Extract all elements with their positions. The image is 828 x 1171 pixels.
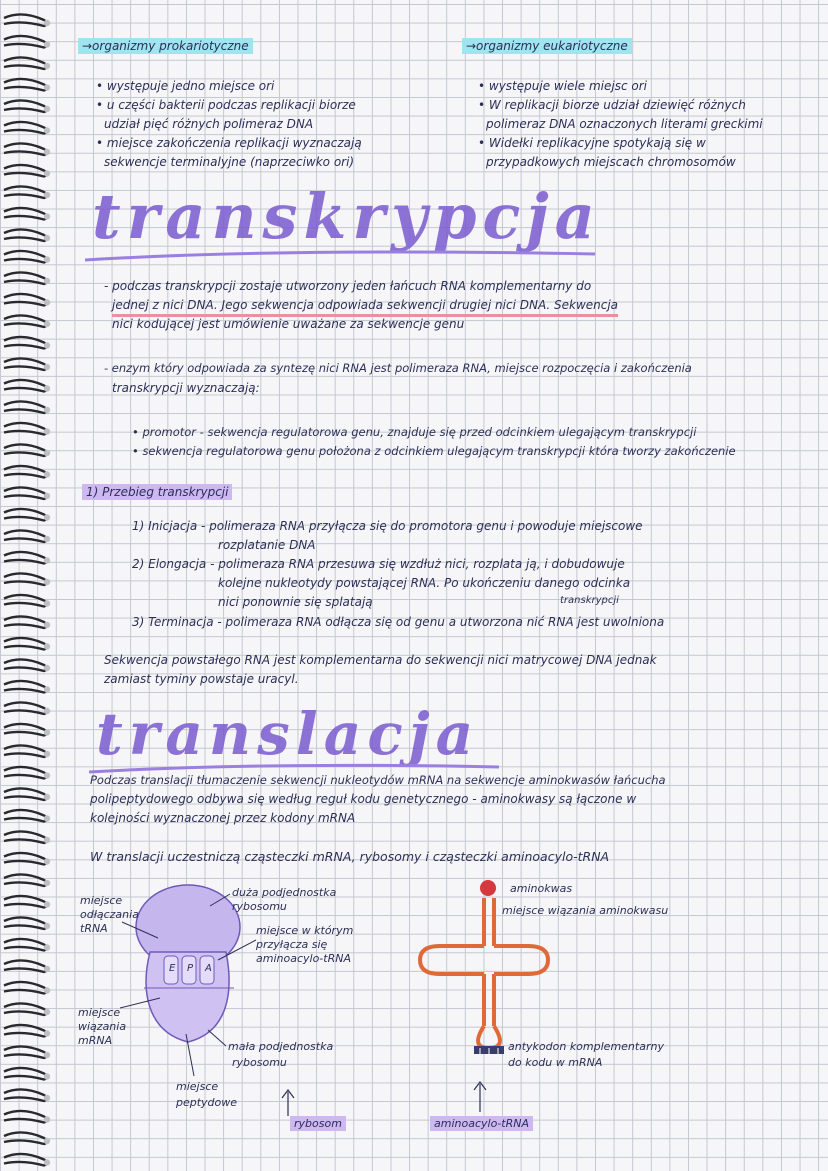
site-a: A — [205, 963, 212, 974]
translation-text-1b: polipeptydowego odbywa się według reguł kodu genetycznego - aminokwasy są łączone w — [90, 792, 637, 806]
spiral-hole — [44, 450, 50, 456]
transcription-text-3a: Sekwencja powstałego RNA jest komplementarna do sekwencji nici matrycowej DNA jednak — [104, 653, 657, 667]
label-peptidyl-site-2: peptydowe — [176, 1096, 238, 1109]
spiral-ring — [4, 1111, 47, 1123]
spiral-ring — [4, 208, 47, 220]
spiral-ring — [4, 1132, 47, 1144]
spiral-ring — [4, 702, 47, 714]
spiral-hole — [44, 665, 50, 671]
spiral-hole — [44, 235, 50, 241]
bullet-terminator: • sekwencja regulatorowa genu położona z odcinkiem ulegającym transkrypcji która tworzy zakończenie — [132, 444, 736, 458]
spiral-ring — [4, 186, 47, 198]
spiral-hole — [44, 1138, 50, 1144]
spiral-hole — [44, 772, 50, 778]
spiral-ring — [4, 229, 47, 241]
spiral-hole — [44, 536, 50, 542]
prokaryotes-heading: →organizmy prokariotyczne — [78, 38, 253, 54]
spiral-hole — [44, 1009, 50, 1015]
spiral-ring — [4, 982, 47, 994]
spiral-ring — [4, 638, 47, 650]
spiral-ring — [4, 616, 47, 628]
spiral-hole — [44, 579, 50, 585]
bullet-promotor: • promotor - sekwencja regulatorowa genu, znajduje się przed odcinkiem ulegającym transkrypcji — [132, 425, 697, 439]
spiral-ring — [4, 251, 47, 263]
spiral-hole — [44, 63, 50, 69]
spiral-hole — [44, 127, 50, 133]
spiral-hole — [44, 299, 50, 305]
spiral-ring — [4, 1068, 47, 1080]
step-elongation-b: kolejne nukleotydy powstającej RNA. Po ukończeniu danego odcinka — [218, 576, 631, 590]
step-initiation-a: 1) Inicjacja - polimeraza RNA przyłącza się do promotora genu i powoduje miejscowe — [132, 519, 643, 533]
spiral-hole — [44, 106, 50, 112]
spiral-hole — [44, 901, 50, 907]
spiral-ring — [4, 487, 47, 499]
label-trna-exit-site-1: miejsce — [80, 894, 123, 907]
spiral-ring — [4, 767, 47, 779]
spiral-hole — [44, 729, 50, 735]
translation-text-2: W translacji uczestniczą cząsteczki mRNA, rybosomy i cząsteczki aminoacylo-tRNA — [90, 849, 610, 864]
eukaryotes-point-2a: • W replikacji biorze udział dziewięć różnych — [478, 98, 746, 112]
label-aminoacyl-site-3: aminoacylo-tRNA — [256, 952, 351, 965]
spiral-ring — [4, 745, 47, 757]
spiral-hole — [44, 794, 50, 800]
label-anticodon-1: antykodon komplementarny — [508, 1040, 664, 1053]
spiral-ring — [4, 831, 47, 843]
spiral-ring — [4, 466, 47, 478]
spiral-hole — [44, 321, 50, 327]
spiral-ring — [4, 810, 47, 822]
transcription-text-3b: zamiast tyminy powstaje uracyl. — [104, 672, 299, 686]
ribosome-caption: rybosom — [290, 1116, 346, 1131]
spiral-ring — [4, 79, 47, 91]
trna-caption-arrow — [470, 1064, 510, 1114]
spiral-hole — [44, 149, 50, 155]
spiral-hole — [44, 1159, 50, 1165]
spiral-ring — [4, 917, 47, 929]
label-mrna-site-2: wiązania — [78, 1020, 127, 1033]
spiral-ring — [4, 315, 47, 327]
label-mrna-site-3: mRNA — [78, 1034, 113, 1047]
transcription-text-1b: jednej z nici DNA. Jego sekwencja odpowiada sekwencji drugiej nici DNA. Sekwencja — [112, 297, 618, 317]
spiral-ring — [4, 57, 47, 69]
spiral-hole — [44, 471, 50, 477]
label-anticodon-2: do kodu w mRNA — [508, 1056, 603, 1069]
spiral-hole — [44, 686, 50, 692]
spiral-ring — [4, 272, 47, 284]
spiral-ring — [4, 874, 47, 886]
spiral-ring — [4, 573, 47, 585]
spiral-hole — [44, 342, 50, 348]
eukaryotes-point-1: • występuje wiele miejsc ori — [478, 79, 647, 93]
spiral-binding — [0, 0, 60, 1171]
label-trna-exit-site-3: tRNA — [80, 922, 108, 935]
spiral-ring — [4, 358, 47, 370]
title-underline-swash — [80, 246, 600, 266]
site-e: E — [169, 963, 176, 974]
spiral-ring — [4, 165, 47, 177]
spiral-ring — [4, 36, 47, 48]
spiral-ring — [4, 530, 47, 542]
label-aminoacyl-site-1: miejsce w którym — [256, 924, 354, 937]
transcription-title: transkrypcja — [92, 180, 601, 253]
label-mrna-site-1: miejsce — [78, 1006, 121, 1019]
spiral-hole — [44, 407, 50, 413]
step-elongation-a: 2) Elongacja - polimeraza RNA przesuwa się wzdłuż nici, rozplata ją, i dobudowuje — [132, 557, 625, 571]
spiral-hole — [44, 858, 50, 864]
spiral-ring — [4, 853, 47, 865]
spiral-hole — [44, 944, 50, 950]
spiral-ring — [4, 423, 47, 435]
spiral-ring — [4, 896, 47, 908]
label-small-subunit-1: mała podjednostka — [228, 1040, 334, 1053]
label-peptidyl-site-1: miejsce — [176, 1080, 219, 1093]
spiral-hole — [44, 622, 50, 628]
spiral-ring — [4, 401, 47, 413]
step-initiation-b: rozplatanie DNA — [218, 538, 316, 552]
spiral-hole — [44, 987, 50, 993]
label-aminoacyl-site-2: przyłącza się — [256, 938, 328, 951]
spiral-ring — [4, 100, 47, 112]
spiral-hole — [44, 837, 50, 843]
spiral-ring — [4, 294, 47, 306]
spiral-hole — [44, 428, 50, 434]
prokaryotes-point-3b: sekwencje terminalyjne (naprzeciwko ori) — [104, 155, 355, 169]
course-heading: 1) Przebieg transkrypcji — [82, 484, 232, 500]
spiral-hole — [44, 41, 50, 47]
label-trna-exit-site-2: odłączania — [80, 908, 139, 921]
spiral-ring — [4, 960, 47, 972]
spiral-ring — [4, 788, 47, 800]
spiral-ring — [4, 380, 47, 392]
spiral-ring — [4, 681, 47, 693]
spiral-hole — [44, 213, 50, 219]
prokaryotes-point-2b: udział pięć różnych polimeraz DNA — [104, 117, 314, 131]
spiral-hole — [44, 923, 50, 929]
spiral-hole — [44, 1073, 50, 1079]
transcription-text-1a: - podczas transkrypcji zostaje utworzony jeden łańcuch RNA komplementarny do — [104, 279, 592, 293]
translation-title: translacja — [96, 700, 480, 768]
transcription-text-2a: - enzym który odpowiada za syntezę nici RNA jest polimeraza RNA, miejsce rozpoczęcia i zakończenia — [104, 361, 692, 375]
spiral-hole — [44, 20, 50, 26]
eukaryotes-point-3a: • Widełki replikacyjne spotykają się w — [478, 136, 706, 150]
ribosome-leader-lines — [60, 880, 380, 1120]
spiral-hole — [44, 514, 50, 520]
translation-text-1c: kolejności wyznaczonej przez kodony mRNA — [90, 811, 356, 825]
spiral-ring — [4, 122, 47, 134]
spiral-ring — [4, 143, 47, 155]
spiral-ring — [4, 1003, 47, 1015]
site-p: P — [187, 963, 194, 974]
spiral-hole — [44, 1116, 50, 1122]
translation-text-1a: Podczas translacji tłumaczenie sekwencji nukleotydów mRNA na sekwencje aminokwasów łańcucha — [90, 773, 666, 787]
label-amino-acid-binding-site: miejsce wiązania aminokwasu — [502, 904, 669, 917]
spiral-ring — [4, 595, 47, 607]
spiral-ring — [4, 1046, 47, 1058]
spiral-hole — [44, 643, 50, 649]
step-elongation-c: nici ponownie się splatają — [218, 595, 373, 609]
spiral-hole — [44, 385, 50, 391]
spiral-hole — [44, 557, 50, 563]
spiral-hole — [44, 815, 50, 821]
spiral-ring — [4, 444, 47, 456]
spiral-hole — [44, 708, 50, 714]
transcription-text-2b: transkrypcji wyznaczają: — [112, 381, 260, 395]
step-termination: 3) Terminacja - polimeraza RNA odłącza się od genu a utworzona nić RNA jest uwolniona — [132, 615, 665, 629]
spiral-hole — [44, 751, 50, 757]
spiral-hole — [44, 493, 50, 499]
eukaryotes-point-3b: przypadkowych miejscach chromosomów — [486, 155, 736, 169]
step-elongation-note: transkrypcji — [560, 595, 619, 606]
spiral-ring — [4, 337, 47, 349]
spiral-hole — [44, 192, 50, 198]
label-amino-acid: aminokwas — [510, 882, 573, 895]
prokaryotes-point-3a: • miejsce zakończenia replikacji wyznaczają — [96, 136, 362, 150]
spiral-ring — [4, 1154, 47, 1166]
spiral-hole — [44, 1052, 50, 1058]
spiral-hole — [44, 256, 50, 262]
label-small-subunit-2: rybosomu — [232, 1056, 287, 1069]
spiral-hole — [44, 84, 50, 90]
spiral-hole — [44, 966, 50, 972]
spiral-hole — [44, 1095, 50, 1101]
eukaryotes-point-2b: polimeraz DNA oznaczonych literami greckimi — [486, 117, 763, 131]
spiral-ring — [4, 724, 47, 736]
spiral-hole — [44, 364, 50, 370]
spiral-hole — [44, 600, 50, 606]
transcription-text-1c: nici kodującej jest umówienie uważane za sekwencje genu — [112, 317, 465, 331]
label-large-subunit-1: duża podjednostka — [232, 886, 337, 899]
spiral-ring — [4, 939, 47, 951]
trna-caption: aminoacylo-tRNA — [430, 1116, 533, 1131]
spiral-ring — [4, 659, 47, 671]
spiral-ring — [4, 552, 47, 564]
spiral-hole — [44, 880, 50, 886]
spiral-ring — [4, 14, 47, 26]
eukaryotes-heading: →organizmy eukariotyczne — [462, 38, 632, 54]
prokaryotes-point-1: • występuje jedno miejsce ori — [96, 79, 275, 93]
spiral-hole — [44, 1030, 50, 1036]
label-large-subunit-2: rybosomu — [232, 900, 287, 913]
prokaryotes-point-2a: • u części bakterii podczas replikacji biorze — [96, 98, 356, 112]
spiral-ring — [4, 1025, 47, 1037]
spiral-ring — [4, 1089, 47, 1101]
spiral-hole — [44, 278, 50, 284]
spiral-hole — [44, 170, 50, 176]
spiral-ring — [4, 509, 47, 521]
